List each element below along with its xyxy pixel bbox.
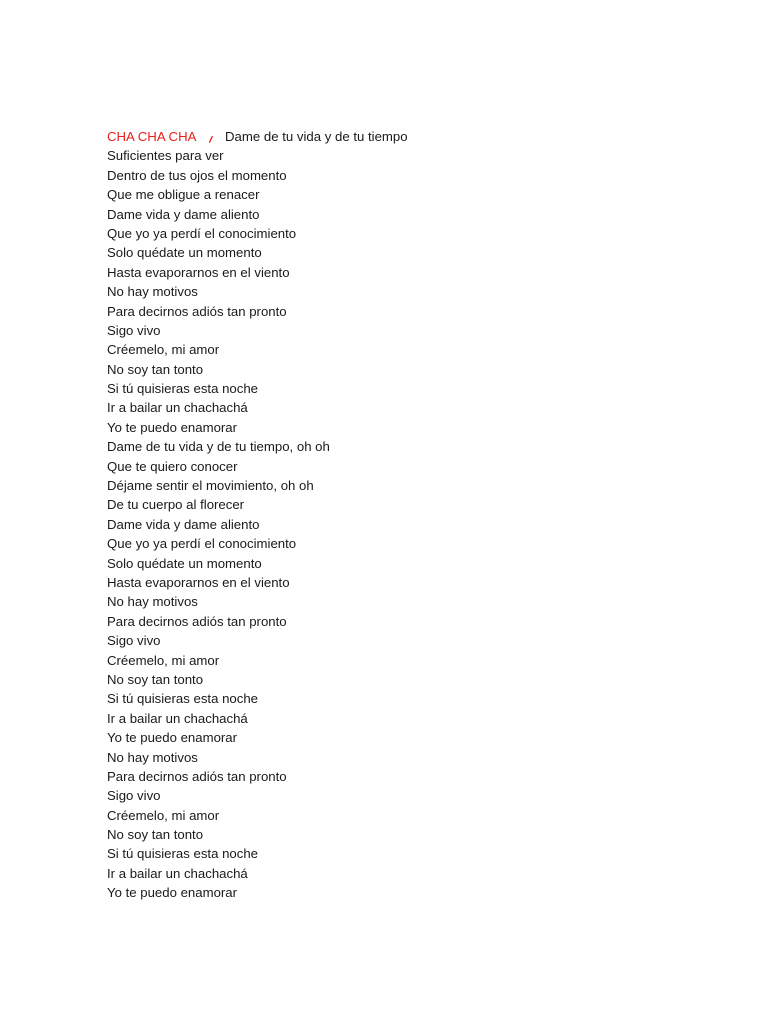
lyric-line: Créemelo, mi amor: [107, 652, 220, 668]
lyric-line: Suficientes para ver: [107, 148, 224, 164]
lyric-line: Solo quédate un momento: [107, 245, 262, 261]
lyric-line: Déjame sentir el movimiento, oh oh: [107, 478, 314, 494]
lyric-line: Dame vida y dame aliento: [107, 206, 260, 222]
lyric-line: Si tú quisieras esta noche: [107, 691, 259, 707]
lyric-line: Sigo vivo: [107, 322, 161, 338]
lyric-line: Sigo vivo: [107, 633, 161, 649]
lyric-line: Ir a bailar un chachachá: [107, 710, 248, 726]
accent-mark: ⸝: [204, 127, 217, 145]
lyric-line: No soy tan tonto: [107, 361, 204, 377]
lyric-line: De tu cuerpo al florecer: [107, 497, 245, 513]
title-line: [107, 127, 707, 146]
song-title: CHA CHA CHA: [107, 129, 196, 144]
lyric-line: Dame de tu vida y de tu tiempo, oh oh: [107, 439, 330, 455]
lyric-line: Para decirnos adiós tan pronto: [107, 613, 287, 629]
lyric-line: Que yo ya perdí el conocimiento: [107, 225, 297, 241]
lyrics-list: [107, 146, 707, 902]
lyric-line: Que te quiero conocer: [107, 458, 238, 474]
lyric-line: Créemelo, mi amor: [107, 807, 220, 823]
lyric-line: Yo te puedo enamorar: [107, 885, 238, 901]
lyric-line: Ir a bailar un chachachá: [107, 400, 248, 416]
lyric-line: Hasta evaporarnos en el viento: [107, 264, 290, 280]
lyric-line: Hasta evaporarnos en el viento: [107, 574, 290, 590]
lyric-line: Yo te puedo enamorar: [107, 730, 238, 746]
lyrics-body: [107, 127, 707, 903]
lyric-line: No hay motivos: [107, 594, 198, 610]
lyric-line: Para decirnos adiós tan pronto: [107, 303, 287, 319]
title-subline: Dame de tu vida y de tu tiempo: [225, 129, 408, 144]
lyric-line: Dame vida y dame aliento: [107, 516, 260, 532]
lyric-line: Si tú quisieras esta noche: [107, 846, 259, 862]
lyric-line: Dentro de tus ojos el momento: [107, 167, 287, 183]
lyric-line: Créemelo, mi amor: [107, 342, 220, 358]
lyric-line: Sigo vivo: [107, 788, 161, 804]
lyric-line: Si tú quisieras esta noche: [107, 381, 259, 397]
lyric-line: No soy tan tonto: [107, 671, 204, 687]
lyric-line: Que yo ya perdí el conocimiento: [107, 536, 297, 552]
lyric-line: No hay motivos: [107, 749, 198, 765]
lyric-line: No soy tan tonto: [107, 827, 204, 843]
lyric-line: Ir a bailar un chachachá: [107, 865, 248, 881]
lyric-line: Que me obligue a renacer: [107, 187, 260, 203]
lyric-line: No hay motivos: [107, 284, 198, 300]
lyric-line: Yo te puedo enamorar: [107, 419, 238, 435]
lyric-line: Solo quédate un momento: [107, 555, 262, 571]
lyric-line: Para decirnos adiós tan pronto: [107, 768, 287, 784]
